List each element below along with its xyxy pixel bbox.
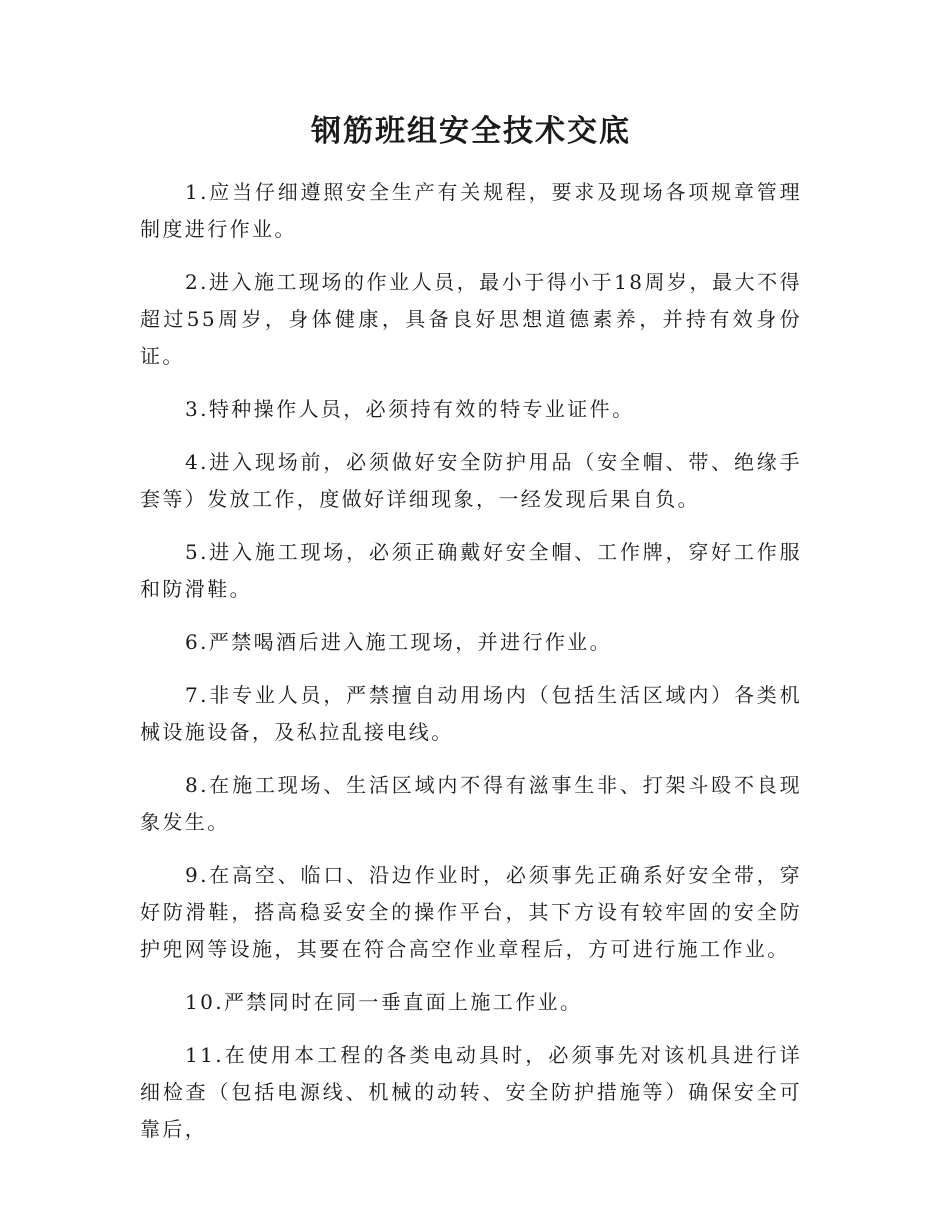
clause-11: 11.在使用本工程的各类电动具时，必须事先对该机具进行详细检查（包括电源线、机械的动转、安全防护措施等）确保安全可靠后， (140, 1043, 802, 1141)
clause-list (140, 174, 802, 1148)
clause-6: 6.严禁喝酒后进入施工现场，并进行作业。 (185, 630, 613, 654)
clause-1: 1.应当仔细遵照安全生产有关规程，要求及现场各项规章管理制度进行作业。 (140, 180, 802, 241)
clause-3: 3.特种操作人员，必须持有效的特专业证件。 (185, 397, 635, 421)
clause-5: 5.进入施工现场，必须正确戴好安全帽、工作牌，穿好工作服和防滑鞋。 (140, 540, 802, 601)
clause-7: 7.非专业人员，严禁擅自动用场内（包括生活区域内）各类机械设施设备，及私拉乱接电线。 (140, 683, 802, 744)
clause-8: 8.在施工现场、生活区域内不得有滋事生非、打架斗殴不良现象发生。 (140, 773, 802, 834)
clause-2: 2.进入施工现场的作业人员，最小于得小于18周岁，最大不得超过55周岁，身体健康，具备良好思想道德素养，并持有效身份证。 (140, 270, 802, 368)
clause-10: 10.严禁同时在同一垂直面上施工作业。 (185, 990, 583, 1014)
clause-9: 9.在高空、临口、沿边作业时，必须事先正确系好安全带，穿好防滑鞋，搭高稳妥安全的操作平台，其下方设有较牢固的安全防护兜网等设施，其要在符合高空作业章程后，方可进行施工作业。 (140, 863, 802, 961)
document-title: 钢筋班组安全技术交底 (311, 114, 631, 149)
clause-4: 4.进入现场前，必须做好安全防护用品（安全帽、带、绝缘手套等）发放工作，度做好详细现象，一经发现后果自负。 (140, 450, 802, 511)
